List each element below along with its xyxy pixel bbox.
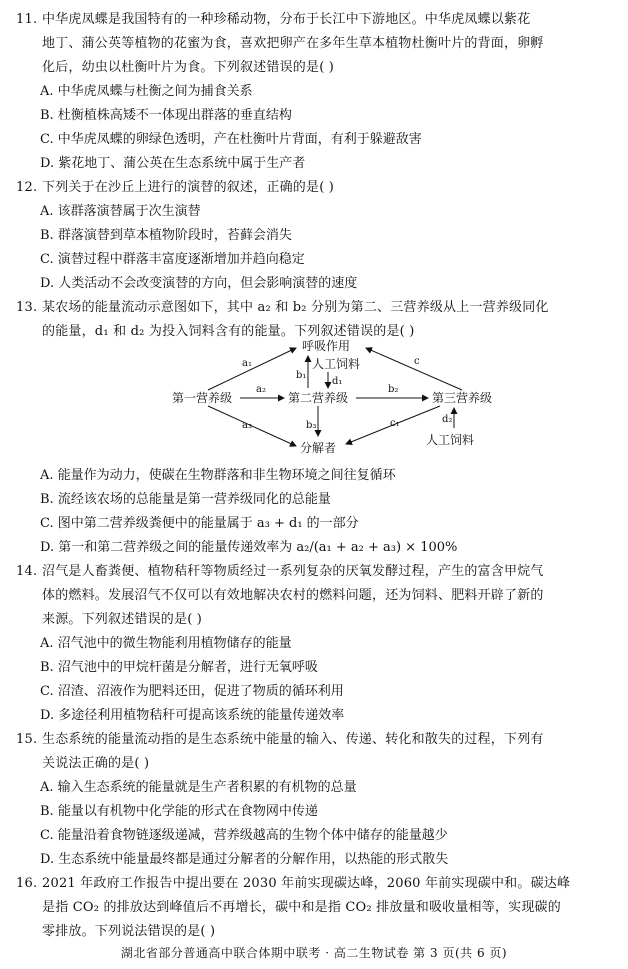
option-d: D. 生态系统中能量最终都是通过分解者的分解作用，以热能的形式散失 <box>40 852 449 867</box>
option-d: D. 紫花地丁、蒲公英在生态系统中属于生产者 <box>40 156 306 171</box>
label-b3: b₃ <box>306 420 317 431</box>
option-c: C. 中华虎凤蝶的卵绿色透明，产在杜衡叶片背面，有利于躲避敌害 <box>40 132 422 147</box>
option-d: D. 多途径利用植物秸秆可提高该系统的能量传递效率 <box>40 708 345 723</box>
node-feed-bottom: 人工饲料 <box>426 433 475 447</box>
question-stem-line: 来源。下列叙述错误的是( ) <box>42 612 203 627</box>
question-stem-line: 16. 2021 年政府工作报告中提出要在 2030 年前实现碳达峰，2060 年前实现碳中和。碳达峰 <box>16 872 616 896</box>
option-a: A. 能量作为动力，使碳在生物群落和非生物环境之间往复循环 <box>40 468 396 483</box>
question-15 <box>16 728 616 776</box>
question-stem-line: 的能量，d₁ 和 d₂ 为投入饲料含有的能量。下列叙述错误的是( ) <box>42 324 415 339</box>
question-stem-line: 化后，幼虫以杜衡叶片为食。下列叙述错误的是( ) <box>42 60 335 75</box>
question-stem-line: 关说法正确的是( ) <box>42 756 150 771</box>
question-number: 11. <box>16 12 38 27</box>
option-c: C. 演替过程中群落丰富度逐渐增加并趋向稳定 <box>40 252 305 267</box>
question-12 <box>16 176 616 200</box>
option-b: B. 能量以有机物中化学能的形式在食物网中传递 <box>40 804 318 819</box>
label-a2: a₂ <box>256 384 266 395</box>
energy-flow-svg <box>170 336 500 466</box>
question-stem-line: 13. 某农场的能量流动示意图如下，其中 a₂ 和 b₂ 分别为第二、三营养级从上一营养级同化 <box>16 296 616 320</box>
option-c: C. 沼渣、沼液作为肥料还田，促进了物质的循环利用 <box>40 684 344 699</box>
arrow-a3 <box>208 406 296 446</box>
question-number: 15. <box>16 732 38 747</box>
question-number: 12. <box>16 180 38 195</box>
label-b2: b₂ <box>388 384 399 395</box>
question-number: 14. <box>16 564 38 579</box>
label-a3: a₃ <box>242 420 252 431</box>
option-a: A. 沼气池中的微生物能利用植物储存的能量 <box>40 636 292 651</box>
option-c: C. 图中第二营养级粪便中的能量属于 a₃ + d₁ 的一部分 <box>40 516 359 531</box>
label-c: c <box>414 356 420 367</box>
option-b: B. 沼气池中的甲烷杆菌是分解者，进行无氧呼吸 <box>40 660 318 675</box>
option-a: A. 中华虎凤蝶与杜衡之间为捕食关系 <box>40 84 253 99</box>
label-d1: d₁ <box>332 376 343 387</box>
option-c: C. 能量沿着食物链逐级递减，营养级越高的生物个体中储存的能量越少 <box>40 828 448 843</box>
label-a1: a₁ <box>242 358 252 369</box>
question-11 <box>16 8 616 80</box>
node-level2: 第二营养级 <box>288 391 349 405</box>
node-respiration: 呼吸作用 <box>302 339 351 353</box>
node-level3: 第三营养级 <box>432 391 493 405</box>
node-level1: 第一营养级 <box>172 391 233 405</box>
page-footer: 湖北省部分普通高中联合体期中联考 · 高二生物试卷 第 3 页(共 6 页) <box>120 946 508 960</box>
option-b: B. 流经该农场的总能量是第一营养级同化的总能量 <box>40 492 331 507</box>
question-14 <box>16 560 616 632</box>
question-stem-line: 是指 CO₂ 的排放达到峰值后不再增长，碳中和是指 CO₂ 排放量和吸收量相等，实现碳的 <box>42 900 561 915</box>
option-b: B. 杜衡植株高矮不一体现出群落的垂直结构 <box>40 108 292 123</box>
question-number: 13. <box>16 300 38 315</box>
option-a: A. 输入生态系统的能量就是生产者积累的有机物的总量 <box>40 780 357 795</box>
option-d: D. 第一和第二营养级之间的能量传递效率为 a₂/(a₁ + a₂ + a₃) × 100% <box>40 540 458 555</box>
label-b1: b₁ <box>296 370 307 381</box>
question-stem-line: 零排放。下列说法错误的是( ) <box>42 924 216 939</box>
node-decomposer: 分解者 <box>300 441 337 455</box>
arrow-c <box>366 348 462 390</box>
option-a: A. 该群落演替属于次生演替 <box>40 204 201 219</box>
question-stem-line: 12. 下列关于在沙丘上进行的演替的叙述，正确的是( ) <box>16 176 616 200</box>
question-stem-line: 15. 生态系统的能量流动指的是生态系统中能量的输入、传递、转化和散失的过程，下列有 <box>16 728 616 752</box>
energy-flow-diagram <box>170 336 500 466</box>
question-number: 16. <box>16 876 38 891</box>
option-d: D. 人类活动不会改变演替的方向，但会影响演替的速度 <box>40 276 358 291</box>
label-d2: d₂ <box>442 414 453 425</box>
question-stem-line: 地丁、蒲公英等植物的花蜜为食，喜欢把卵产在多年生草本植物杜衡叶片的背面，卵孵 <box>42 36 544 51</box>
label-c1: c₁ <box>390 418 400 429</box>
question-stem-line: 体的燃料。发展沼气不仅可以有效地解决农村的燃料问题，还为饲料、肥料开辟了新的 <box>42 588 544 603</box>
question-stem-line: 11. 中华虎凤蝶是我国特有的一种珍稀动物，分布于长江中下游地区。中华虎凤蝶以紫花 <box>16 8 616 32</box>
arrow-a1 <box>208 348 296 390</box>
question-stem-line: 14. 沼气是人畜粪便、植物秸秆等物质经过一系列复杂的厌氧发酵过程，产生的富含甲烷气 <box>16 560 616 584</box>
option-b: B. 群落演替到草本植物阶段时，苔藓会消失 <box>40 228 292 243</box>
question-16 <box>16 872 616 944</box>
node-feed-top: 人工饲料 <box>312 357 361 371</box>
